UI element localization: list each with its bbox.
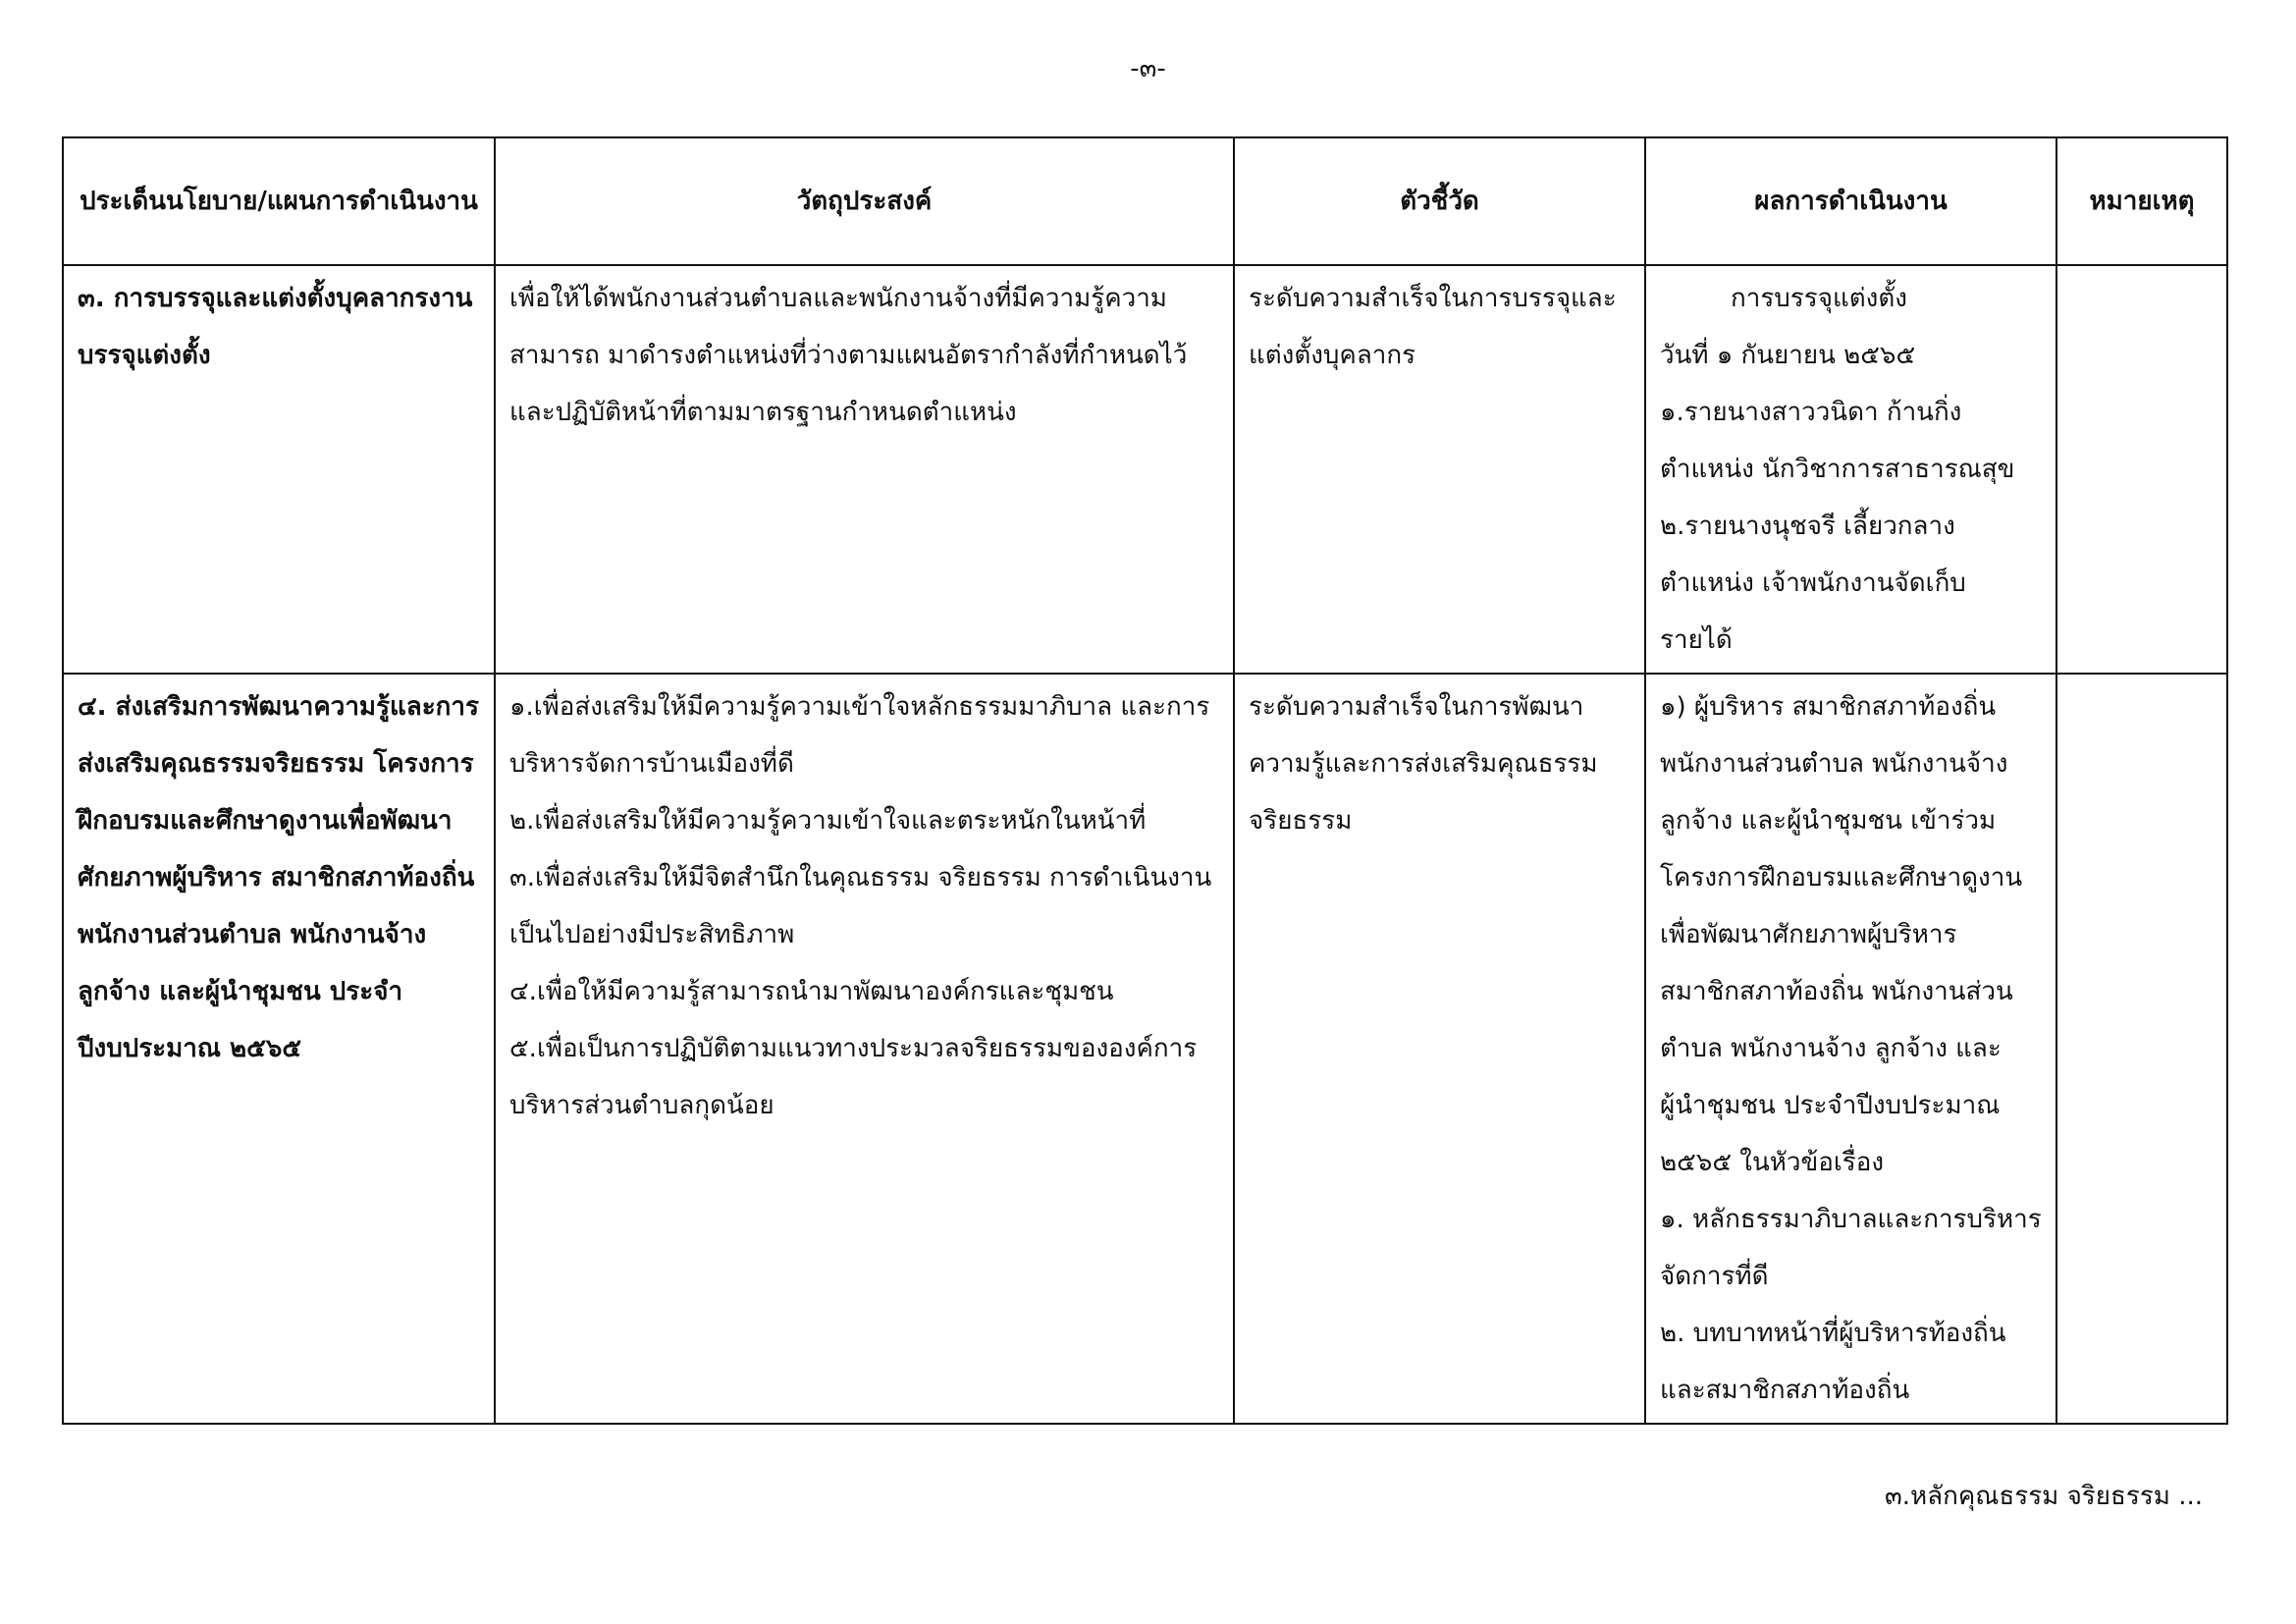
table-row <box>63 265 2227 674</box>
results-cell <box>1645 674 2056 1424</box>
result-line: ตำแหน่ง เจ้าพนักงานจัดเก็บ <box>1660 568 1966 598</box>
result-line: การบรรจุแต่งตั้ง <box>1731 284 1907 313</box>
objective-item: ๓.เพื่อส่งเสริมให้มีจิตสำนึกในคุณธรรม จริยธรรม การดำเนินงานเป็นไปอย่างมีประสิทธิภาพ <box>509 863 1212 949</box>
result-line: ๑) ผู้บริหาร สมาชิกสภาท้องถิ่น พนักงานส่วนตำบล พนักงานจ้าง ลูกจ้าง และผู้นำชุมชน เข้าร่วมโครงการฝึกอบรมและศึกษาดูงานเพื่อพัฒนาศักยภาพผู้บริหาร สมาชิกสภาท้องถิ่น พนักงานส่วนตำบล พนักงานจ้าง ลูกจ้าง และผู้นำชุมชน ประจำปีงบประมาณ ๒๕๖๕ ในหัวข้อเรื่อง <box>1660 692 2023 1177</box>
remark-cell <box>2056 674 2227 1424</box>
header-objective: วัตถุประสงค์ <box>495 137 1234 265</box>
result-line: รายได้ <box>1660 625 1733 655</box>
indicator-cell: ระดับความสำเร็จในการบรรจุและแต่งตั้งบุคลากร <box>1234 265 1645 674</box>
objective-item: ๕.เพื่อเป็นการปฏิบัติตามแนวทางประมวลจริยธรรมขององค์การบริหารส่วนตำบลกุดน้อย <box>509 1034 1198 1120</box>
result-line: ๒. บทบาทหน้าที่ผู้บริหารท้องถิ่นและสมาชิกสภาท้องถิ่น <box>1660 1319 2006 1405</box>
indicator-cell: ระดับความสำเร็จในการพัฒนาความรู้และการส่งเสริมคุณธรรมจริยธรรม <box>1234 674 1645 1424</box>
objective-cell: เพื่อให้ได้พนักงานส่วนตำบลและพนักงานจ้างที่มีความรู้ความสามารถ มาดำรงตำแหน่งที่ว่างตามแผนอัตรากำลังที่กำหนดไว้ และปฏิบัติหน้าที่ตามมาตรฐานกำหนดตำแหน่ง <box>495 265 1234 674</box>
header-indicator: ตัวชี้วัด <box>1234 137 1645 265</box>
performance-table <box>62 136 2228 1425</box>
objective-item: ๒.เพื่อส่งเสริมให้มีความรู้ความเข้าใจและตระหนักในหน้าที่ <box>509 806 1147 836</box>
result-line: ๑. หลักธรรมาภิบาลและการบริหารจัดการที่ดี <box>1660 1205 2042 1291</box>
header-policy: ประเด็นนโยบาย/แผนการดำเนินงาน <box>63 137 495 265</box>
table-header-row <box>63 137 2227 265</box>
objective-item: ๔.เพื่อให้มีความรู้สามารถนำมาพัฒนาองค์กรและชุมชน <box>509 977 1114 1006</box>
result-line: ๑.รายนางสาววนิดา ก้านกิ่ง <box>1660 398 1962 427</box>
objective-item: ๑.เพื่อส่งเสริมให้มีความรู้ความเข้าใจหลักธรรมมาภิบาล และการบริหารจัดการบ้านเมืองที่ดี <box>509 692 1210 779</box>
header-remark: หมายเหตุ <box>2056 137 2227 265</box>
page-number: -๓- <box>1130 54 1166 83</box>
table-row <box>63 674 2227 1424</box>
policy-cell: ๔. ส่งเสริมการพัฒนาความรู้และการส่งเสริมคุณธรรมจริยธรรม โครงการฝึกอบรมและศึกษาดูงานเพื่อพัฒนาศักยภาพผู้บริหาร สมาชิกสภาท้องถิ่น พนักงานส่วนตำบล พนักงานจ้าง ลูกจ้าง และผู้นำชุมชน ประจำปีงบประมาณ ๒๕๖๕ <box>63 674 495 1424</box>
result-line: ๒.รายนางนุชจรี เลี้ยวกลาง <box>1660 512 1955 541</box>
remark-cell <box>2056 265 2227 674</box>
header-results: ผลการดำเนินงาน <box>1645 137 2056 265</box>
result-line: ตำแหน่ง นักวิชาการสาธารณสุข <box>1660 455 2015 484</box>
result-line: วันที่ ๑ กันยายน ๒๕๖๕ <box>1660 341 1916 370</box>
results-cell <box>1645 265 2056 674</box>
footer-continuation: ๓.หลักคุณธรรม จริยธรรม ... <box>1885 1482 2203 1511</box>
objective-cell <box>495 674 1234 1424</box>
policy-cell: ๓. การบรรจุและแต่งตั้งบุคลากรงาน บรรจุแต่งตั้ง <box>63 265 495 674</box>
